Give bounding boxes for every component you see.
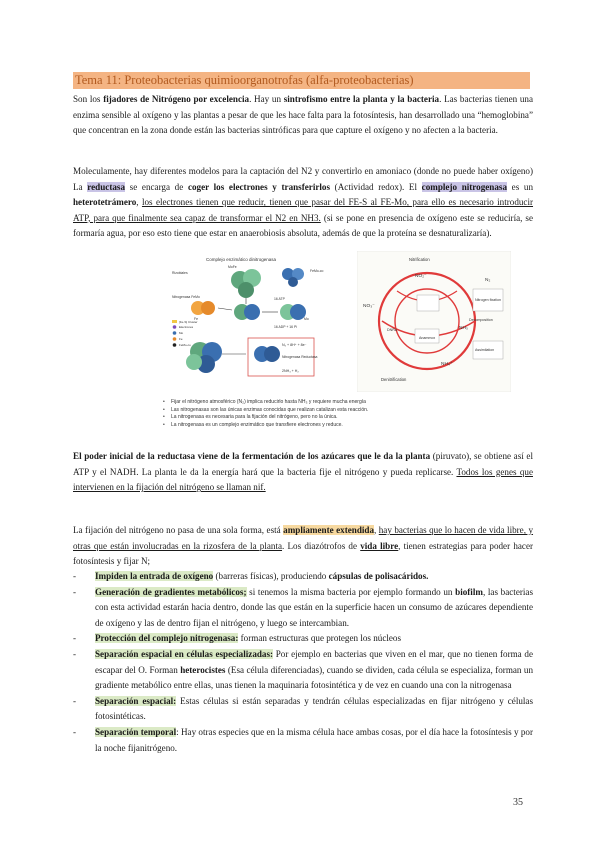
list-dash: - [73, 648, 77, 659]
label-nh4: NH₄⁺ [441, 362, 453, 367]
label-rizobiales: Rizobiales [172, 271, 188, 275]
bold-run: heterocistes [180, 664, 226, 675]
text-run: , tienen estrategias para poder hacer fotosíntesis y fijar N; [73, 540, 534, 567]
list-item-title: Separación espacial en células especializadas: [95, 648, 274, 659]
label-n2: N₂ [485, 278, 491, 283]
nitrogen-cycle-diagram [357, 251, 511, 392]
figure-bullet: • La nitrogenasa es un complejo enzimático que transfiere electrones y reduce. [163, 422, 463, 430]
figure-bullet-list [163, 399, 463, 429]
reaction-label-n2: N₂ + 8H⁺ + 8e⁻ [282, 343, 307, 347]
reaction-label-enzyme: Nitrogenasa Reductasa [282, 355, 318, 359]
text-run: se encarga de [125, 181, 188, 192]
diagram-title: Complejo enzimático dinitrogenasa [206, 257, 277, 262]
label-anammox: Anammox [419, 336, 436, 340]
paragraph-reductasa-power [73, 449, 533, 496]
list-item [73, 725, 533, 756]
label-no2: NO₂⁻ [415, 274, 427, 279]
bold-run: coger los electrones y transferirlos [187, 181, 331, 192]
text-run: Estas células si están separadas y tendrán células especializadas en fijar nitrógeno y células fotosintéticas. [95, 695, 533, 722]
text-run: . Los diazótrofos de [282, 540, 361, 551]
list-item [73, 569, 533, 585]
label-nitrogen-fixation: Nitrogen fixation [475, 298, 501, 302]
strategy-list [73, 569, 533, 756]
paragraph-molecular [73, 164, 533, 242]
underline-vida-libre: vida libre [360, 540, 399, 551]
text-run: . Hay un [249, 94, 284, 104]
underline-run: hay bacterias que lo hacen de vida libre, y otras que están involucradas en la rizosfera de la planta [73, 525, 534, 551]
highlight-reductasa: reductasa [87, 181, 125, 192]
text-run: : Hay otras especies que en la misma célula hace ambas cosas, por el día hace la fotosíntesis y por la noche fijanitrógeno. [95, 726, 534, 753]
text-run: , [136, 197, 142, 208]
list-item-title: Separación espacial: [95, 695, 177, 706]
text-run: La fijación del nitrógeno no pasa de una sola forma, está [73, 525, 284, 535]
label-dnra: DNRA [387, 328, 398, 332]
list-dash: - [73, 571, 77, 581]
underline-run: los electrones tienen que reducir, tienen que pasar del FE-S al FE-Mo, para ello es necesario introducir ATP, para que finalmente sea capaz de transformar el N2 en NH3. [73, 197, 534, 223]
highlight-nitrogenasa: complejo nitrogenasa [421, 181, 507, 192]
label-mofe: MoFe [228, 265, 237, 269]
list-dash: - [73, 695, 77, 706]
label-femo-co: FeMo-co [310, 269, 324, 273]
text-run: es un [507, 181, 534, 192]
bold-run: cápsulas de polisacáridos. [328, 571, 429, 581]
text-run: Moleculamente, hay diferentes modelos para la captación del N2 y convertirlo en amoniaco (donde no puede haber oxígeno) La [73, 166, 533, 192]
list-item-title: Impiden la entrada de oxígeno [95, 571, 214, 581]
list-item [73, 647, 533, 694]
text-run: Por ejemplo en bacterias que viven en el mar, que no tienen forma de escapar del O. Forman [95, 648, 534, 675]
label-decomposition: Decomposition [469, 318, 493, 322]
bold-run: heterotetrámero [73, 197, 137, 208]
text-run: . Las bacterias tienen una enzima sensible al oxígeno y las plantas a pesar de que les hace falta para la fotosíntesis, han desarrollado una “hemoglobina” que concentran en la zona donde están las bacterias sintróficas para que capture el oxígeno y no afecten a la bacteria. [73, 94, 533, 136]
list-item-title: Separación temporal [95, 726, 177, 737]
bold-run: sintrofismo entre la planta y la bacteria [283, 94, 440, 104]
legend-fe: Fe [179, 337, 183, 341]
list-dash: - [73, 586, 77, 597]
text-run: (Actividad redox). El [330, 181, 422, 192]
label-adp: 16 ADP + 16 Pi [274, 325, 298, 329]
label-mo: Mo [304, 317, 309, 321]
list-dash: - [73, 633, 77, 644]
label-nitrogenasa-femo: Nitrogenasa FeMo [172, 295, 200, 299]
list-item-title: Generación de gradientes metabólicos; [95, 586, 247, 597]
figure-bullet: • Fijar el nitrógeno atmosférico (N₂) implica reducirlo hasta NH₃ y requiere mucha energía [163, 399, 463, 407]
legend-femo-co: FeMo-co [179, 343, 191, 347]
list-dash: - [73, 726, 77, 737]
text-run: forman estructuras que protegen los núcleos [238, 633, 402, 644]
text-run: (Esa célula diferenciadas), cuando se dividen, cada célula se especializa, forman un gradiente metabólico entre ellas, unas tienen la maquinaria fotosintética y de vez en cuando una con la nitrogenasa [95, 664, 533, 691]
text-run: (piruvato), se obtiene así el ATP y el NADH. La planta le da la energía hará que la bacteria fije el nitrógeno y pueda replicarse. [73, 451, 533, 477]
text-run: (barreras físicas), produciendo [213, 571, 329, 581]
highlight-ampliamente: ampliamente extendida [283, 525, 375, 535]
reaction-label-nh3: 2NH₃ + H₂ [282, 369, 299, 373]
list-item [73, 631, 533, 647]
bold-run: El poder inicial de la reductasa viene de la fermentación de los azúcares que le da la planta [73, 451, 431, 461]
list-item-title: Protección del complejo nitrogenasa: [95, 633, 239, 644]
label-denitrification: Denitrification [381, 377, 407, 382]
paragraph-fijacion [73, 523, 533, 570]
paragraph-intro [73, 92, 533, 139]
page-number: 35 [513, 797, 523, 808]
figure-bullet: • Las nitrogenasas son las únicas enzimas conocidas que realizan catalizan esta reacción. [163, 407, 463, 415]
figure-bullet: • La nitrogenasa es necesaria para la fijación del nitrógeno, pero no la única. [163, 414, 463, 422]
section-heading: Tema 11: Proteobacterias quimioorganotrofas (alfa-proteobacterias) [73, 72, 530, 89]
label-fe: Fe [194, 317, 198, 321]
list-item [73, 585, 533, 632]
text-run: , [374, 525, 379, 535]
label-assimilation: Assimilation [475, 348, 495, 352]
text-run: , las bacterias con esta actividad estarán hacia dentro, donde las que están en la superficie hacen un consumo de azúcares dependiente de oxígeno y las de dentro fijan el nitrógeno, y luego se intercambian. [95, 586, 533, 628]
text-run: Son los [73, 94, 104, 104]
label-no3: NO₃⁻ [363, 304, 375, 309]
bold-run: biofilm [455, 586, 483, 597]
legend-electrones: Electrones [179, 325, 194, 329]
label-nitrification: Nitrification [409, 257, 430, 262]
label-nh3: NH₃ [459, 326, 468, 331]
text-run: (si se pone en presencia de oxígeno este se reduciría, se formaría agua, por eso esto tiene que estar en anaerobiosis absoluta, además de que la proteína se desnaturalizaría). [73, 212, 533, 239]
label-atp: 16 ATP [274, 297, 285, 301]
legend-mo: Mo [179, 331, 184, 335]
underline-run: Todos los genes que intervienen en la fijación del nitrógeno se llaman nif. [73, 466, 533, 493]
text-run: si tenemos la misma bacteria por ejemplo formando un [246, 586, 456, 597]
list-item [73, 694, 533, 725]
bold-run: fijadores de Nitrógeno por excelencia [103, 94, 250, 104]
legend-cluster: [Fe-S] Cluster [179, 320, 198, 324]
nitrogenase-diagram [170, 254, 342, 384]
